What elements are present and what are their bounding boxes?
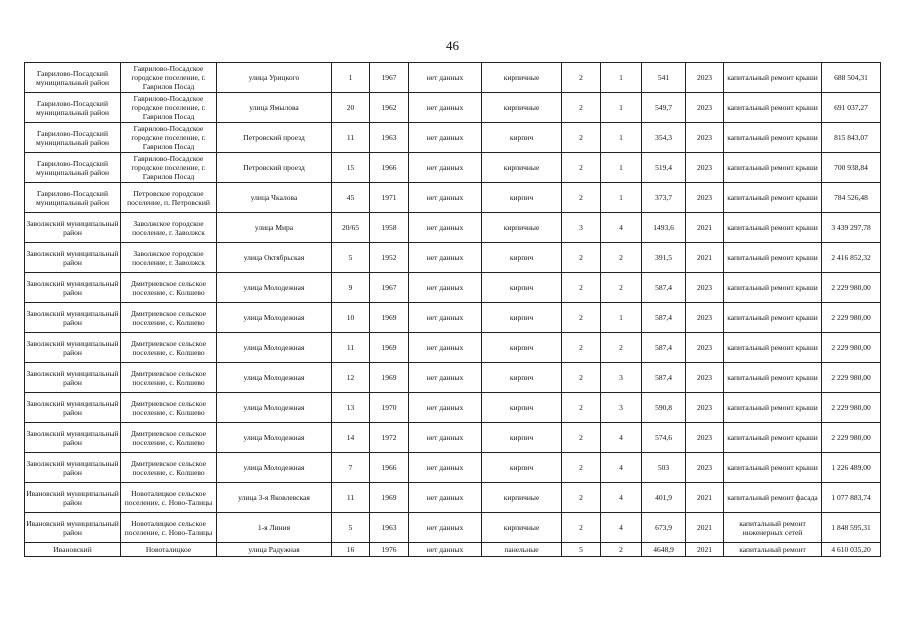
cell-year: 1967 xyxy=(370,63,409,93)
table-row xyxy=(25,243,881,273)
cell-house: 11 xyxy=(332,333,370,363)
cell-house: 11 xyxy=(332,483,370,513)
cell-street: улица Молодежная xyxy=(217,333,332,363)
cell-house: 5 xyxy=(332,243,370,273)
cell-entrances: 4 xyxy=(601,513,642,543)
cell-settlement: Дмитриевское сельское поселение, с. Колшево xyxy=(121,423,217,453)
cell-entrances: 1 xyxy=(601,63,642,93)
cell-plan-year: 2023 xyxy=(686,93,724,123)
cell-plan-year: 2021 xyxy=(686,243,724,273)
cell-area: 587,4 xyxy=(642,333,686,363)
cell-entrances: 4 xyxy=(601,483,642,513)
cell-area: 4648,9 xyxy=(642,543,686,557)
cell-plan-year: 2023 xyxy=(686,393,724,423)
cell-settlement: Дмитриевское сельское поселение, с. Колшево xyxy=(121,303,217,333)
cell-material: кирпич xyxy=(482,363,562,393)
cell-work: капитальный ремонт крыши xyxy=(724,153,822,183)
cell-settlement: Заволжское городское поселение, г. Заволжск xyxy=(121,213,217,243)
cell-house: 16 xyxy=(332,543,370,557)
cell-year: 1962 xyxy=(370,93,409,123)
cell-settlement: Петровское городское поселение, п. Петровский xyxy=(121,183,217,213)
cell-district: Заволжский муниципальный район xyxy=(25,243,121,273)
cell-district: Гаврилово-Посадский муниципальный район xyxy=(25,183,121,213)
cell-area: 590,8 xyxy=(642,393,686,423)
cell-district: Ивановский муниципальный район xyxy=(25,483,121,513)
cell-settlement: Новоталицкое сельское поселение, с. Ново-Талицы xyxy=(121,483,217,513)
cell-work: капитальный ремонт крыши xyxy=(724,273,822,303)
cell-year: 1958 xyxy=(370,213,409,243)
cell-cost: 2 229 980,00 xyxy=(822,273,881,303)
cell-status: нет данных xyxy=(409,543,482,557)
cell-status: нет данных xyxy=(409,273,482,303)
cell-area: 574,6 xyxy=(642,423,686,453)
cell-area: 519,4 xyxy=(642,153,686,183)
cell-house: 13 xyxy=(332,393,370,423)
cell-settlement: Дмитриевское сельское поселение, с. Колшево xyxy=(121,393,217,423)
cell-settlement: Дмитриевское сельское поселение, с. Колшево xyxy=(121,363,217,393)
cell-plan-year: 2023 xyxy=(686,423,724,453)
cell-floors: 2 xyxy=(562,153,601,183)
cell-entrances: 2 xyxy=(601,273,642,303)
cell-district: Заволжский муниципальный район xyxy=(25,213,121,243)
cell-material: кирпичные xyxy=(482,513,562,543)
cell-year: 1963 xyxy=(370,513,409,543)
cell-cost: 2 229 980,00 xyxy=(822,393,881,423)
cell-street: улица Ямылова xyxy=(217,93,332,123)
cell-cost: 1 077 883,74 xyxy=(822,483,881,513)
cell-street: улица Молодежная xyxy=(217,453,332,483)
cell-cost: 2 229 980,00 xyxy=(822,363,881,393)
cell-floors: 2 xyxy=(562,243,601,273)
cell-work: капитальный ремонт крыши xyxy=(724,123,822,153)
cell-plan-year: 2023 xyxy=(686,453,724,483)
cell-cost: 2 229 980,00 xyxy=(822,423,881,453)
cell-entrances: 2 xyxy=(601,333,642,363)
cell-material: кирпич xyxy=(482,333,562,363)
cell-year: 1952 xyxy=(370,243,409,273)
cell-plan-year: 2021 xyxy=(686,483,724,513)
cell-area: 401,9 xyxy=(642,483,686,513)
cell-material: кирпич xyxy=(482,453,562,483)
cell-street: Петровский проезд xyxy=(217,123,332,153)
cell-settlement: Новоталицкое xyxy=(121,543,217,557)
cell-status: нет данных xyxy=(409,483,482,513)
cell-entrances: 1 xyxy=(601,153,642,183)
table-row xyxy=(25,303,881,333)
cell-material: кирпичные xyxy=(482,63,562,93)
cell-work: капитальный ремонт крыши xyxy=(724,303,822,333)
cell-cost: 691 037,27 xyxy=(822,93,881,123)
cell-entrances: 4 xyxy=(601,423,642,453)
cell-settlement: Гаврилово-Посадское городское поселение, г. Гаврилов Посад xyxy=(121,93,217,123)
cell-street: улица Чкалова xyxy=(217,183,332,213)
cell-entrances: 1 xyxy=(601,93,642,123)
cell-year: 1972 xyxy=(370,423,409,453)
cell-floors: 2 xyxy=(562,303,601,333)
cell-floors: 2 xyxy=(562,93,601,123)
table-row xyxy=(25,153,881,183)
cell-work: капитальный ремонт крыши xyxy=(724,333,822,363)
cell-entrances: 2 xyxy=(601,243,642,273)
cell-district: Гаврилово-Посадский муниципальный район xyxy=(25,123,121,153)
cell-status: нет данных xyxy=(409,333,482,363)
cell-settlement: Заволжское городское поселение, г. Заволжск xyxy=(121,243,217,273)
cell-floors: 2 xyxy=(562,63,601,93)
cell-district: Заволжский муниципальный район xyxy=(25,393,121,423)
cell-area: 587,4 xyxy=(642,303,686,333)
cell-street: улица Молодежная xyxy=(217,273,332,303)
cell-work: капитальный ремонт крыши xyxy=(724,363,822,393)
cell-entrances: 3 xyxy=(601,393,642,423)
cell-work: капитальный ремонт крыши xyxy=(724,213,822,243)
cell-street: улица Мира xyxy=(217,213,332,243)
cell-district: Заволжский муниципальный район xyxy=(25,333,121,363)
cell-entrances: 3 xyxy=(601,363,642,393)
cell-settlement: Дмитриевское сельское поселение, с. Колшево xyxy=(121,453,217,483)
cell-floors: 2 xyxy=(562,183,601,213)
cell-area: 587,4 xyxy=(642,273,686,303)
cell-work: капитальный ремонт крыши xyxy=(724,393,822,423)
cell-year: 1967 xyxy=(370,273,409,303)
cell-settlement: Гаврилово-Посадское городское поселение, г. Гаврилов Посад xyxy=(121,63,217,93)
cell-street: улица Урицкого xyxy=(217,63,332,93)
cell-district: Заволжский муниципальный район xyxy=(25,303,121,333)
cell-street: улица Радужная xyxy=(217,543,332,557)
cell-district: Заволжский муниципальный район xyxy=(25,423,121,453)
cell-status: нет данных xyxy=(409,63,482,93)
cell-floors: 2 xyxy=(562,273,601,303)
cell-street: улица Молодежная xyxy=(217,393,332,423)
cell-house: 20 xyxy=(332,93,370,123)
cell-district: Заволжский муниципальный район xyxy=(25,453,121,483)
cell-status: нет данных xyxy=(409,213,482,243)
cell-district: Ивановский xyxy=(25,543,121,557)
cell-status: нет данных xyxy=(409,423,482,453)
cell-street: улица Молодежная xyxy=(217,363,332,393)
cell-house: 10 xyxy=(332,303,370,333)
cell-street: Петровский проезд xyxy=(217,153,332,183)
cell-cost: 4 610 035,20 xyxy=(822,543,881,557)
cell-floors: 5 xyxy=(562,543,601,557)
cell-plan-year: 2021 xyxy=(686,513,724,543)
cell-house: 14 xyxy=(332,423,370,453)
cell-district: Гаврилово-Посадский муниципальный район xyxy=(25,153,121,183)
cell-year: 1963 xyxy=(370,123,409,153)
cell-work: капитальный ремонт xyxy=(724,543,822,557)
cell-cost: 688 504,31 xyxy=(822,63,881,93)
cell-floors: 2 xyxy=(562,483,601,513)
cell-work: капитальный ремонт крыши xyxy=(724,183,822,213)
cell-work: капитальный ремонт крыши xyxy=(724,453,822,483)
cell-district: Заволжский муниципальный район xyxy=(25,273,121,303)
cell-floors: 3 xyxy=(562,213,601,243)
cell-entrances: 1 xyxy=(601,183,642,213)
cell-house: 15 xyxy=(332,153,370,183)
cell-area: 673,9 xyxy=(642,513,686,543)
cell-status: нет данных xyxy=(409,123,482,153)
cell-floors: 2 xyxy=(562,423,601,453)
cell-settlement: Гаврилово-Посадское городское поселение, г. Гаврилов Посад xyxy=(121,123,217,153)
table-row xyxy=(25,333,881,363)
table-row xyxy=(25,513,881,543)
cell-year: 1969 xyxy=(370,303,409,333)
cell-cost: 815 843,07 xyxy=(822,123,881,153)
cell-status: нет данных xyxy=(409,93,482,123)
cell-cost: 3 439 297,78 xyxy=(822,213,881,243)
cell-plan-year: 2023 xyxy=(686,123,724,153)
cell-material: панельные xyxy=(482,543,562,557)
cell-cost: 700 938,84 xyxy=(822,153,881,183)
cell-material: кирпич xyxy=(482,243,562,273)
cell-status: нет данных xyxy=(409,153,482,183)
cell-area: 503 xyxy=(642,453,686,483)
cell-floors: 2 xyxy=(562,393,601,423)
cell-area: 541 xyxy=(642,63,686,93)
cell-year: 1970 xyxy=(370,393,409,423)
cell-material: кирпичные xyxy=(482,213,562,243)
cell-district: Гаврилово-Посадский муниципальный район xyxy=(25,63,121,93)
cell-house: 20/65 xyxy=(332,213,370,243)
cell-work: капитальный ремонт крыши xyxy=(724,63,822,93)
cell-street: 1-я Линия xyxy=(217,513,332,543)
cell-material: кирпич xyxy=(482,123,562,153)
cell-cost: 2 229 980,00 xyxy=(822,303,881,333)
cell-entrances: 2 xyxy=(601,543,642,557)
cell-entrances: 4 xyxy=(601,213,642,243)
cell-settlement: Гаврилово-Посадское городское поселение, г. Гаврилов Посад xyxy=(121,153,217,183)
cell-cost: 1 226 489,00 xyxy=(822,453,881,483)
table-row xyxy=(25,543,881,557)
cell-material: кирпичные xyxy=(482,93,562,123)
cell-street: улица Молодежная xyxy=(217,303,332,333)
cell-status: нет данных xyxy=(409,243,482,273)
cell-street: улица Молодежная xyxy=(217,423,332,453)
cell-floors: 2 xyxy=(562,123,601,153)
housing-registry-table xyxy=(24,62,881,557)
cell-settlement: Дмитриевское сельское поселение, с. Колшево xyxy=(121,273,217,303)
cell-settlement: Новоталицкое сельское поселение, с. Ново-Талицы xyxy=(121,513,217,543)
cell-street: улица 3-я Яковлевская xyxy=(217,483,332,513)
cell-status: нет данных xyxy=(409,363,482,393)
cell-plan-year: 2023 xyxy=(686,363,724,393)
cell-house: 9 xyxy=(332,273,370,303)
table-row xyxy=(25,213,881,243)
table-row xyxy=(25,393,881,423)
cell-year: 1966 xyxy=(370,453,409,483)
cell-street: улица Октябрьская xyxy=(217,243,332,273)
cell-plan-year: 2021 xyxy=(686,213,724,243)
cell-material: кирпич xyxy=(482,393,562,423)
cell-year: 1971 xyxy=(370,183,409,213)
cell-year: 1966 xyxy=(370,153,409,183)
cell-area: 549,7 xyxy=(642,93,686,123)
cell-material: кирпичные xyxy=(482,153,562,183)
cell-house: 11 xyxy=(332,123,370,153)
cell-plan-year: 2023 xyxy=(686,153,724,183)
cell-house: 5 xyxy=(332,513,370,543)
page-number: 46 xyxy=(446,38,459,53)
cell-status: нет данных xyxy=(409,453,482,483)
cell-area: 1493,6 xyxy=(642,213,686,243)
cell-year: 1969 xyxy=(370,333,409,363)
cell-house: 45 xyxy=(332,183,370,213)
table-row xyxy=(25,483,881,513)
cell-material: кирпич xyxy=(482,303,562,333)
cell-cost: 2 416 852,32 xyxy=(822,243,881,273)
cell-cost: 1 848 595,31 xyxy=(822,513,881,543)
table-row xyxy=(25,423,881,453)
cell-material: кирпич xyxy=(482,423,562,453)
cell-plan-year: 2023 xyxy=(686,183,724,213)
cell-status: нет данных xyxy=(409,303,482,333)
cell-floors: 2 xyxy=(562,333,601,363)
cell-work: капитальный ремонт крыши xyxy=(724,423,822,453)
cell-area: 391,5 xyxy=(642,243,686,273)
cell-house: 12 xyxy=(332,363,370,393)
cell-year: 1969 xyxy=(370,483,409,513)
cell-settlement: Дмитриевское сельское поселение, с. Колшево xyxy=(121,333,217,363)
table-row xyxy=(25,63,881,93)
cell-floors: 2 xyxy=(562,513,601,543)
cell-cost: 2 229 980,00 xyxy=(822,333,881,363)
cell-cost: 784 526,48 xyxy=(822,183,881,213)
cell-year: 1969 xyxy=(370,363,409,393)
cell-plan-year: 2023 xyxy=(686,63,724,93)
cell-plan-year: 2021 xyxy=(686,543,724,557)
cell-district: Гаврилово-Посадский муниципальный район xyxy=(25,93,121,123)
table-row xyxy=(25,183,881,213)
cell-district: Ивановский муниципальный район xyxy=(25,513,121,543)
cell-work: капитальный ремонт крыши xyxy=(724,243,822,273)
cell-floors: 2 xyxy=(562,363,601,393)
table-row xyxy=(25,363,881,393)
cell-plan-year: 2023 xyxy=(686,303,724,333)
table-row xyxy=(25,453,881,483)
cell-plan-year: 2023 xyxy=(686,333,724,363)
cell-status: нет данных xyxy=(409,513,482,543)
cell-material: кирпич xyxy=(482,183,562,213)
cell-work: капитальный ремонт крыши xyxy=(724,93,822,123)
cell-material: кирпичные xyxy=(482,483,562,513)
cell-plan-year: 2023 xyxy=(686,273,724,303)
cell-work: капитальный ремонт инженерных сетей xyxy=(724,513,822,543)
cell-entrances: 1 xyxy=(601,123,642,153)
cell-entrances: 1 xyxy=(601,303,642,333)
cell-status: нет данных xyxy=(409,183,482,213)
cell-work: капитальный ремонт фасада xyxy=(724,483,822,513)
cell-district: Заволжский муниципальный район xyxy=(25,363,121,393)
cell-area: 354,3 xyxy=(642,123,686,153)
cell-house: 7 xyxy=(332,453,370,483)
table-row xyxy=(25,93,881,123)
cell-floors: 2 xyxy=(562,453,601,483)
cell-area: 373,7 xyxy=(642,183,686,213)
table-row xyxy=(25,123,881,153)
cell-house: 1 xyxy=(332,63,370,93)
table-row xyxy=(25,273,881,303)
cell-year: 1976 xyxy=(370,543,409,557)
cell-entrances: 4 xyxy=(601,453,642,483)
cell-material: кирпич xyxy=(482,273,562,303)
cell-area: 587,4 xyxy=(642,363,686,393)
cell-status: нет данных xyxy=(409,393,482,423)
